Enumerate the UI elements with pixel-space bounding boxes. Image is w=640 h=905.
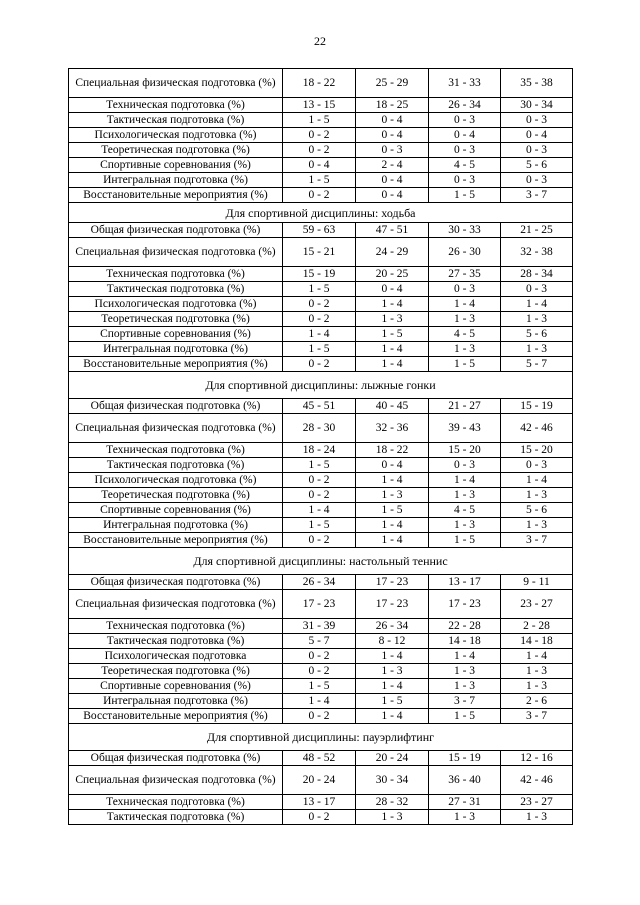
- value-cell: 14 - 18: [501, 634, 573, 649]
- value-cell: 0 - 2: [283, 188, 356, 203]
- value-cell: 14 - 18: [429, 634, 501, 649]
- value-cell: 0 - 3: [429, 173, 501, 188]
- value-cell: 1 - 4: [356, 649, 429, 664]
- value-cell: 0 - 4: [356, 282, 429, 297]
- value-cell: 15 - 20: [501, 443, 573, 458]
- row-label: Теоретическая подготовка (%): [69, 488, 283, 503]
- value-cell: 1 - 3: [429, 342, 501, 357]
- row-label: Тактическая подготовка (%): [69, 458, 283, 473]
- value-cell: 42 - 46: [501, 766, 573, 795]
- value-cell: 0 - 2: [283, 533, 356, 548]
- value-cell: 48 - 52: [283, 751, 356, 766]
- value-cell: 20 - 24: [283, 766, 356, 795]
- row-label: Специальная физическая подготовка (%): [69, 414, 283, 443]
- value-cell: 30 - 33: [429, 223, 501, 238]
- value-cell: 0 - 4: [356, 128, 429, 143]
- value-cell: 5 - 7: [501, 357, 573, 372]
- row-label: Восстановительные мероприятия (%): [69, 188, 283, 203]
- row-label: Интегральная подготовка (%): [69, 173, 283, 188]
- table-row: [69, 810, 573, 825]
- value-cell: 8 - 12: [356, 634, 429, 649]
- value-cell: 1 - 5: [356, 694, 429, 709]
- page-number: 22: [314, 34, 326, 48]
- value-cell: 5 - 7: [283, 634, 356, 649]
- value-cell: 32 - 36: [356, 414, 429, 443]
- value-cell: 1 - 3: [429, 664, 501, 679]
- value-cell: 1 - 3: [501, 679, 573, 694]
- row-label: Общая физическая подготовка (%): [69, 575, 283, 590]
- row-label: Психологическая подготовка (%): [69, 297, 283, 312]
- value-cell: 31 - 33: [429, 69, 501, 98]
- value-cell: 3 - 7: [501, 188, 573, 203]
- value-cell: 1 - 5: [283, 679, 356, 694]
- value-cell: 0 - 3: [356, 143, 429, 158]
- value-cell: 17 - 23: [356, 590, 429, 619]
- value-cell: 25 - 29: [356, 69, 429, 98]
- value-cell: 26 - 30: [429, 238, 501, 267]
- value-cell: 30 - 34: [356, 766, 429, 795]
- table-row: [69, 267, 573, 282]
- value-cell: 30 - 34: [501, 98, 573, 113]
- table-row: [69, 443, 573, 458]
- row-label: Психологическая подготовка (%): [69, 473, 283, 488]
- value-cell: 1 - 3: [429, 518, 501, 533]
- value-cell: 17 - 23: [356, 575, 429, 590]
- value-cell: 1 - 3: [429, 488, 501, 503]
- value-cell: 1 - 4: [356, 297, 429, 312]
- value-cell: 0 - 2: [283, 664, 356, 679]
- value-cell: 2 - 6: [501, 694, 573, 709]
- value-cell: 15 - 19: [429, 751, 501, 766]
- row-label: Интегральная подготовка (%): [69, 518, 283, 533]
- value-cell: 13 - 17: [283, 795, 356, 810]
- row-label: Специальная физическая подготовка (%): [69, 766, 283, 795]
- table-row: [69, 458, 573, 473]
- row-label: Спортивные соревнования (%): [69, 158, 283, 173]
- row-label: Спортивные соревнования (%): [69, 679, 283, 694]
- section-title: Для спортивной дисциплины: лыжные гонки: [69, 372, 573, 399]
- value-cell: 0 - 3: [501, 458, 573, 473]
- value-cell: 5 - 6: [501, 158, 573, 173]
- value-cell: 27 - 31: [429, 795, 501, 810]
- value-cell: 1 - 5: [429, 357, 501, 372]
- value-cell: 9 - 11: [501, 575, 573, 590]
- table-row: [69, 664, 573, 679]
- value-cell: 1 - 4: [356, 709, 429, 724]
- table-row: [69, 238, 573, 267]
- value-cell: 0 - 2: [283, 810, 356, 825]
- value-cell: 4 - 5: [429, 327, 501, 342]
- table-row: [69, 327, 573, 342]
- value-cell: 35 - 38: [501, 69, 573, 98]
- value-cell: 3 - 7: [501, 709, 573, 724]
- value-cell: 1 - 4: [501, 297, 573, 312]
- table-row: [69, 795, 573, 810]
- value-cell: 47 - 51: [356, 223, 429, 238]
- value-cell: 59 - 63: [283, 223, 356, 238]
- value-cell: 3 - 7: [429, 694, 501, 709]
- section-title: Для спортивной дисциплины: настольный теннис: [69, 548, 573, 575]
- table-row: [69, 751, 573, 766]
- table-row: [69, 518, 573, 533]
- value-cell: 1 - 4: [429, 473, 501, 488]
- row-label: Спортивные соревнования (%): [69, 327, 283, 342]
- value-cell: 2 - 28: [501, 619, 573, 634]
- value-cell: 2 - 4: [356, 158, 429, 173]
- row-label: Специальная физическая подготовка (%): [69, 238, 283, 267]
- table-row: [69, 503, 573, 518]
- value-cell: 1 - 5: [356, 327, 429, 342]
- table-row: [69, 399, 573, 414]
- table-row: [69, 575, 573, 590]
- section-title-row: [69, 548, 573, 575]
- value-cell: 0 - 2: [283, 649, 356, 664]
- value-cell: 0 - 4: [501, 128, 573, 143]
- value-cell: 1 - 5: [429, 533, 501, 548]
- value-cell: 1 - 3: [356, 312, 429, 327]
- table-row: [69, 113, 573, 128]
- value-cell: 12 - 16: [501, 751, 573, 766]
- value-cell: 1 - 3: [501, 312, 573, 327]
- value-cell: 18 - 25: [356, 98, 429, 113]
- table-row: [69, 679, 573, 694]
- value-cell: 15 - 21: [283, 238, 356, 267]
- value-cell: 0 - 3: [501, 173, 573, 188]
- row-label: Теоретическая подготовка (%): [69, 664, 283, 679]
- table-row: [69, 473, 573, 488]
- table-row: [69, 223, 573, 238]
- value-cell: 1 - 4: [283, 327, 356, 342]
- table-row: [69, 649, 573, 664]
- row-label: Восстановительные мероприятия (%): [69, 357, 283, 372]
- value-cell: 1 - 5: [283, 458, 356, 473]
- value-cell: 0 - 2: [283, 473, 356, 488]
- value-cell: 1 - 3: [356, 664, 429, 679]
- value-cell: 1 - 4: [356, 533, 429, 548]
- value-cell: 1 - 4: [356, 342, 429, 357]
- value-cell: 0 - 2: [283, 128, 356, 143]
- value-cell: 1 - 3: [501, 664, 573, 679]
- row-label: Восстановительные мероприятия (%): [69, 533, 283, 548]
- table-row: [69, 488, 573, 503]
- value-cell: 1 - 3: [356, 810, 429, 825]
- value-cell: 0 - 2: [283, 357, 356, 372]
- row-label: Специальная физическая подготовка (%): [69, 590, 283, 619]
- row-label: Тактическая подготовка (%): [69, 634, 283, 649]
- row-label: Интегральная подготовка (%): [69, 694, 283, 709]
- value-cell: 1 - 3: [501, 488, 573, 503]
- row-label: Интегральная подготовка (%): [69, 342, 283, 357]
- value-cell: 0 - 3: [429, 458, 501, 473]
- value-cell: 0 - 4: [356, 113, 429, 128]
- value-cell: 20 - 25: [356, 267, 429, 282]
- value-cell: 23 - 27: [501, 795, 573, 810]
- value-cell: 27 - 35: [429, 267, 501, 282]
- row-label: Теоретическая подготовка (%): [69, 143, 283, 158]
- value-cell: 18 - 22: [356, 443, 429, 458]
- value-cell: 22 - 28: [429, 619, 501, 634]
- value-cell: 1 - 4: [356, 473, 429, 488]
- value-cell: 5 - 6: [501, 503, 573, 518]
- value-cell: 18 - 24: [283, 443, 356, 458]
- value-cell: 32 - 38: [501, 238, 573, 267]
- value-cell: 1 - 3: [429, 312, 501, 327]
- row-label: Техническая подготовка (%): [69, 443, 283, 458]
- row-label: Техническая подготовка (%): [69, 98, 283, 113]
- table-row: [69, 590, 573, 619]
- row-label: Психологическая подготовка: [69, 649, 283, 664]
- value-cell: 0 - 4: [356, 173, 429, 188]
- value-cell: 1 - 5: [283, 518, 356, 533]
- table-body: [69, 69, 573, 825]
- value-cell: 26 - 34: [429, 98, 501, 113]
- row-label: Тактическая подготовка (%): [69, 810, 283, 825]
- row-label: Техническая подготовка (%): [69, 267, 283, 282]
- value-cell: 39 - 43: [429, 414, 501, 443]
- table-row: [69, 173, 573, 188]
- value-cell: 15 - 19: [501, 399, 573, 414]
- value-cell: 0 - 2: [283, 143, 356, 158]
- value-cell: 0 - 4: [283, 158, 356, 173]
- value-cell: 1 - 5: [283, 113, 356, 128]
- value-cell: 1 - 5: [283, 342, 356, 357]
- table-row: [69, 766, 573, 795]
- value-cell: 0 - 2: [283, 297, 356, 312]
- table-row: [69, 694, 573, 709]
- row-label: Восстановительные мероприятия (%): [69, 709, 283, 724]
- value-cell: 17 - 23: [429, 590, 501, 619]
- value-cell: 40 - 45: [356, 399, 429, 414]
- value-cell: 1 - 3: [501, 810, 573, 825]
- section-title: Для спортивной дисциплины: пауэрлифтинг: [69, 724, 573, 751]
- value-cell: 5 - 6: [501, 327, 573, 342]
- value-cell: 28 - 32: [356, 795, 429, 810]
- value-cell: 0 - 4: [429, 128, 501, 143]
- value-cell: 1 - 4: [501, 649, 573, 664]
- value-cell: 1 - 3: [501, 342, 573, 357]
- table-row: [69, 709, 573, 724]
- value-cell: 15 - 20: [429, 443, 501, 458]
- value-cell: 1 - 4: [501, 473, 573, 488]
- value-cell: 0 - 3: [501, 143, 573, 158]
- value-cell: 21 - 25: [501, 223, 573, 238]
- value-cell: 1 - 4: [356, 679, 429, 694]
- row-label: Техническая подготовка (%): [69, 619, 283, 634]
- value-cell: 1 - 5: [429, 188, 501, 203]
- value-cell: 1 - 4: [283, 694, 356, 709]
- table-row: [69, 533, 573, 548]
- training-distribution-table: [68, 68, 573, 825]
- section-title-row: [69, 203, 573, 223]
- value-cell: 1 - 5: [356, 503, 429, 518]
- table-row: [69, 69, 573, 98]
- table-row: [69, 282, 573, 297]
- value-cell: 36 - 40: [429, 766, 501, 795]
- table-row: [69, 357, 573, 372]
- table-row: [69, 158, 573, 173]
- value-cell: 1 - 4: [356, 518, 429, 533]
- value-cell: 26 - 34: [356, 619, 429, 634]
- value-cell: 1 - 3: [429, 679, 501, 694]
- table-row: [69, 634, 573, 649]
- value-cell: 1 - 3: [356, 488, 429, 503]
- value-cell: 0 - 2: [283, 709, 356, 724]
- table-row: [69, 297, 573, 312]
- value-cell: 1 - 4: [429, 649, 501, 664]
- value-cell: 1 - 5: [429, 709, 501, 724]
- row-label: Общая физическая подготовка (%): [69, 399, 283, 414]
- row-label: Общая физическая подготовка (%): [69, 223, 283, 238]
- row-label: Психологическая подготовка (%): [69, 128, 283, 143]
- value-cell: 23 - 27: [501, 590, 573, 619]
- section-title: Для спортивной дисциплины: ходьба: [69, 203, 573, 223]
- row-label: Тактическая подготовка (%): [69, 113, 283, 128]
- value-cell: 13 - 15: [283, 98, 356, 113]
- value-cell: 1 - 4: [429, 297, 501, 312]
- value-cell: 1 - 3: [429, 810, 501, 825]
- value-cell: 0 - 2: [283, 312, 356, 327]
- value-cell: 1 - 4: [283, 503, 356, 518]
- table-row: [69, 312, 573, 327]
- value-cell: 28 - 30: [283, 414, 356, 443]
- value-cell: 21 - 27: [429, 399, 501, 414]
- value-cell: 1 - 5: [283, 282, 356, 297]
- row-label: Спортивные соревнования (%): [69, 503, 283, 518]
- value-cell: 15 - 19: [283, 267, 356, 282]
- row-label: Тактическая подготовка (%): [69, 282, 283, 297]
- table-row: [69, 143, 573, 158]
- value-cell: 0 - 3: [429, 113, 501, 128]
- row-label: Техническая подготовка (%): [69, 795, 283, 810]
- value-cell: 1 - 3: [501, 518, 573, 533]
- table-row: [69, 188, 573, 203]
- value-cell: 13 - 17: [429, 575, 501, 590]
- value-cell: 4 - 5: [429, 158, 501, 173]
- row-label: Теоретическая подготовка (%): [69, 312, 283, 327]
- value-cell: 24 - 29: [356, 238, 429, 267]
- value-cell: 42 - 46: [501, 414, 573, 443]
- table-row: [69, 98, 573, 113]
- table-row: [69, 342, 573, 357]
- table-row: [69, 414, 573, 443]
- value-cell: 0 - 3: [501, 282, 573, 297]
- value-cell: 26 - 34: [283, 575, 356, 590]
- value-cell: 31 - 39: [283, 619, 356, 634]
- value-cell: 0 - 4: [356, 188, 429, 203]
- value-cell: 0 - 3: [501, 113, 573, 128]
- value-cell: 28 - 34: [501, 267, 573, 282]
- table-row: [69, 128, 573, 143]
- value-cell: 1 - 4: [356, 357, 429, 372]
- row-label: Общая физическая подготовка (%): [69, 751, 283, 766]
- value-cell: 1 - 5: [283, 173, 356, 188]
- value-cell: 0 - 4: [356, 458, 429, 473]
- value-cell: 0 - 3: [429, 282, 501, 297]
- value-cell: 0 - 3: [429, 143, 501, 158]
- value-cell: 45 - 51: [283, 399, 356, 414]
- value-cell: 18 - 22: [283, 69, 356, 98]
- value-cell: 4 - 5: [429, 503, 501, 518]
- value-cell: 17 - 23: [283, 590, 356, 619]
- section-title-row: [69, 724, 573, 751]
- value-cell: 3 - 7: [501, 533, 573, 548]
- row-label: Специальная физическая подготовка (%): [69, 69, 283, 98]
- value-cell: 20 - 24: [356, 751, 429, 766]
- section-title-row: [69, 372, 573, 399]
- value-cell: 0 - 2: [283, 488, 356, 503]
- table-row: [69, 619, 573, 634]
